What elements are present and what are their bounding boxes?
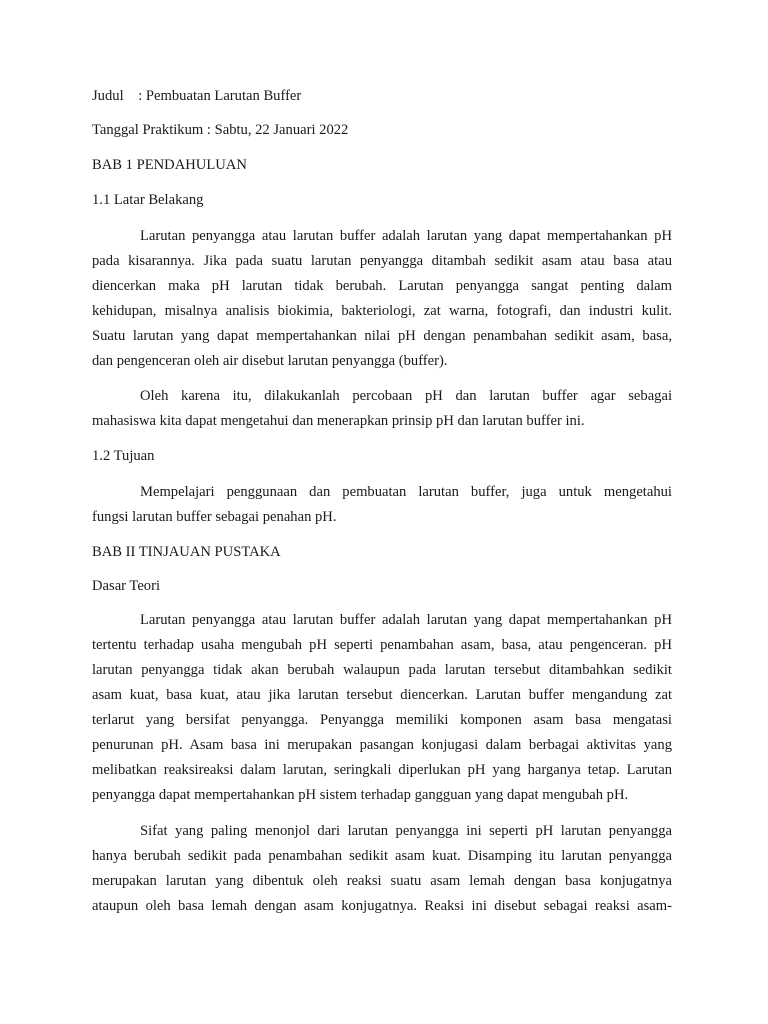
paragraph-line: merupakan larutan yang dibentuk oleh reaksi suatu asam lemah dengan basa konjugatnya: [92, 873, 672, 889]
paragraph-line: penurunan pH. Asam basa ini merupakan pasangan konjugasi dalam berbagai aktivitas yang: [92, 737, 672, 753]
title-line: Judul : Pembuatan Larutan Buffer: [92, 88, 302, 104]
paragraph-line: kehidupan, misalnya analisis biokimia, bakteriologi, zat warna, fotografi, dan industri kulit.: [92, 303, 672, 319]
paragraph-line: asam kuat, basa kuat, atau jika larutan tersebut diencerkan. Larutan buffer mengandung zat: [92, 687, 672, 703]
paragraph-line: mahasiswa kita dapat mengetahui dan menerapkan prinsip pH dan larutan buffer ini.: [92, 413, 585, 429]
paragraph-line: pada kisarannya. Jika pada suatu larutan penyangga ditambah sedikit asam atau basa atau: [92, 253, 672, 269]
paragraph-line: Oleh karena itu, dilakukanlah percobaan pH dan larutan buffer agar sebagai: [140, 388, 672, 404]
paragraph-line: Suatu larutan yang dapat mempertahankan nilai pH dengan penambahan sedikit asam, basa,: [92, 328, 672, 344]
paragraph-line: dan pengenceran oleh air disebut larutan penyangga (buffer).: [92, 353, 448, 369]
paragraph-line: melibatkan reaksireaksi dalam larutan, seringkali diperlukan pH yang harganya tetap. Larutan: [92, 762, 672, 778]
paragraph-line: fungsi larutan buffer sebagai penahan pH.: [92, 509, 337, 525]
paragraph-line: ataupun oleh basa lemah dengan asam konjugatnya. Reaksi ini disebut sebagai reaksi asam-: [92, 898, 672, 914]
paragraph-line: Larutan penyangga atau larutan buffer adalah larutan yang dapat mempertahankan pH: [140, 228, 672, 244]
paragraph-line: tertentu terhadap usaha mengubah pH seperti penambahan asam, basa, atau pengenceran. pH: [92, 637, 672, 653]
section-1-2-heading: 1.2 Tujuan: [92, 448, 155, 464]
chapter-2-heading: BAB II TINJAUAN PUSTAKA: [92, 544, 281, 560]
paragraph-line: Mempelajari penggunaan dan pembuatan larutan buffer, juga untuk mengetahui: [140, 484, 672, 500]
paragraph-line: penyangga dapat mempertahankan pH sistem terhadap gangguan yang dapat mengubah pH.: [92, 787, 629, 803]
paragraph-line: Larutan penyangga atau larutan buffer adalah larutan yang dapat mempertahankan pH: [140, 612, 672, 628]
paragraph-line: diencerkan maka pH larutan tidak berubah. Larutan penyangga sangat penting dalam: [92, 278, 672, 294]
section-1-1-heading: 1.1 Latar Belakang: [92, 192, 204, 208]
subheading-dasar-teori: Dasar Teori: [92, 578, 161, 594]
chapter-1-heading: BAB 1 PENDAHULUAN: [92, 157, 247, 173]
paragraph-line: larutan penyangga tidak akan berubah walaupun pada larutan tersebut ditambahkan sedikit: [92, 662, 672, 678]
paragraph-line: terlarut yang bersifat penyangga. Penyangga memiliki komponen asam basa mengatasi: [92, 712, 672, 728]
date-line: Tanggal Praktikum : Sabtu, 22 Januari 2022: [92, 122, 349, 138]
paragraph-line: Sifat yang paling menonjol dari larutan penyangga ini seperti pH larutan penyangga: [140, 823, 672, 839]
paragraph-line: hanya berubah sedikit pada penambahan sedikit asam kuat. Disamping itu larutan penyangga: [92, 848, 672, 864]
